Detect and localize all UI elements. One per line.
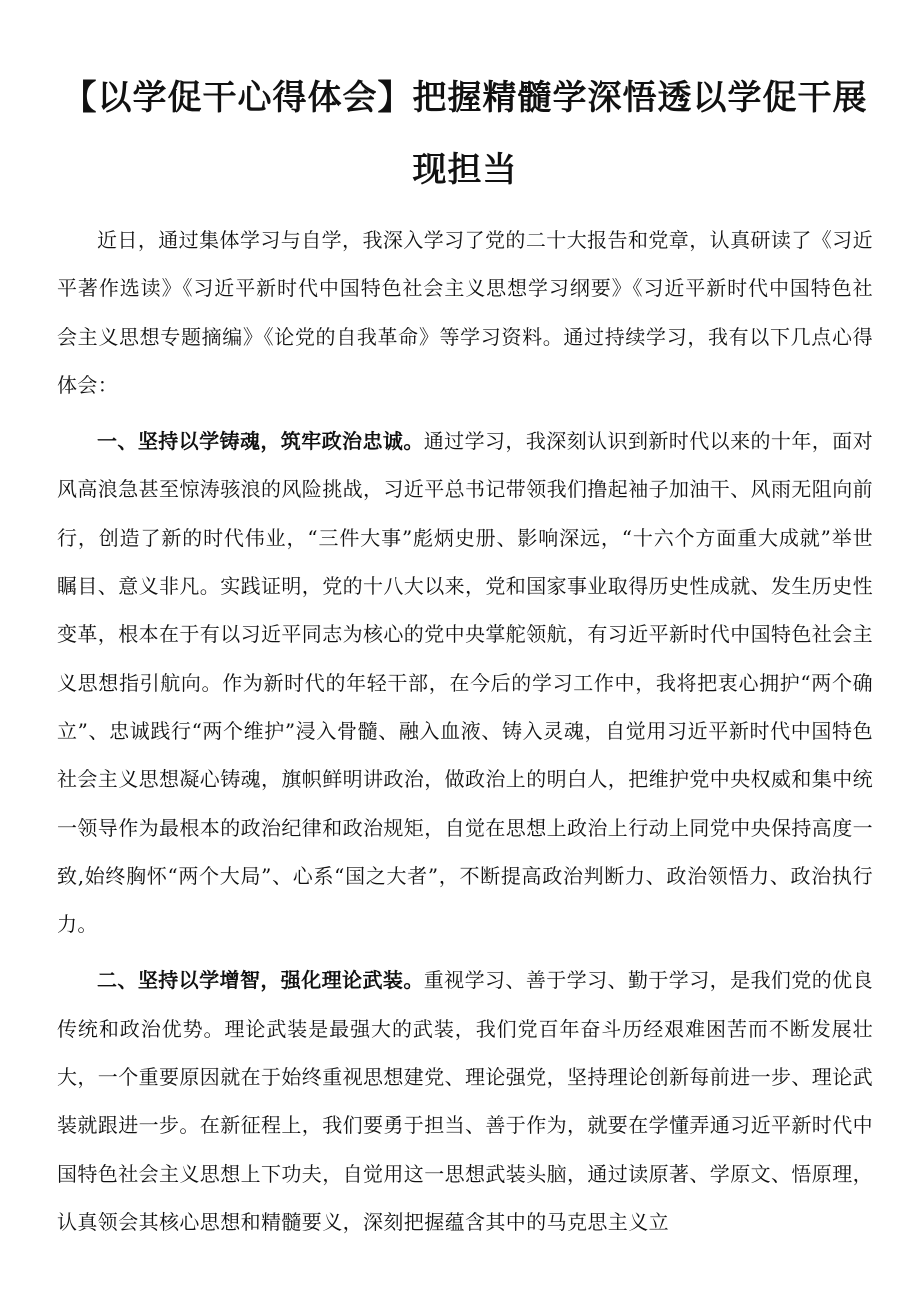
document-title: 【以学促干心得体会】把握精髓学深悟透以学促干展现担当 [62, 78, 868, 190]
intro-paragraph [57, 216, 873, 409]
paragraph-text: 通过学习，我深刻认识到新时代以来的十年，面对风高浪急甚至惊涛骇浪的风险挑战，习近平总书记带领我们撸起袖子加油干、风雨无阻向前行，创造了新的时代伟业，“三件大事”彪炳史册、影响深远，“十六个方面重大成就”举世瞩目、意义非凡。实践证明，党的十八大以来，党和国家事业取得历史性成就、发生历史性变革，根本在于有以习近平同志为核心的党中央掌舵领航，有习近平新时代中国特色社会主义思想指引航向。作为新时代的年轻干部，在今后的学习工作中，我将把衷心拥护“两个确立”、忠诚践行“两个维护”浸入骨髓、融入血液、铸入灵魂，自觉用习近平新时代中国特色社会主义思想凝心铸魂，旗帜鲜明讲政治，做政治上的明白人，把维护党中央权威和集中统一领导作为最根本的政治纪律和政治规矩，自觉在思想上政治上行动上同党中央保持高度一致,始终胸怀“两个大局”、心系“国之大者”，不断提高政治判断力、政治领悟力、政治执行力。 [57, 429, 873, 937]
section-heading: 一、坚持以学铸魂，筑牢政治忠诚。 [97, 429, 424, 454]
paragraph-text: 近日，通过集体学习与自学，我深入学习了党的二十大报告和党章，认真研读了《习近平著作选读》《习近平新时代中国特色社会主义思想学习纲要》《习近平新时代中国特色社会主义思想专题摘编》《论党的自我革命》等学习资料。通过持续学习，我有以下几点心得体会： [57, 228, 873, 397]
section-one-paragraph [57, 417, 873, 948]
paragraph-text: 重视学习、善于学习、勤于学习，是我们党的优良传统和政治优势。理论武装是最强大的武装，我们党百年奋斗历经艰难困苦而不断发展壮大，一个重要原因就在于始终重视思想建党、理论强党，坚持理论创新每前进一步、理论武装就跟进一步。在新征程上，我们要勇于担当、善于作为，就要在学懂弄通习近平新时代中国特色社会主义思想上下功夫，自觉用这一思想武装头脑，通过读原著、学原文、悟原理，认真领会其核心思想和精髓要义，深刻把握蕴含其中的马克思主义立 [57, 968, 873, 1234]
section-heading: 二、坚持以学增智，强化理论武装。 [97, 968, 424, 993]
document-page [57, 0, 873, 1246]
section-two-paragraph [57, 956, 873, 1246]
